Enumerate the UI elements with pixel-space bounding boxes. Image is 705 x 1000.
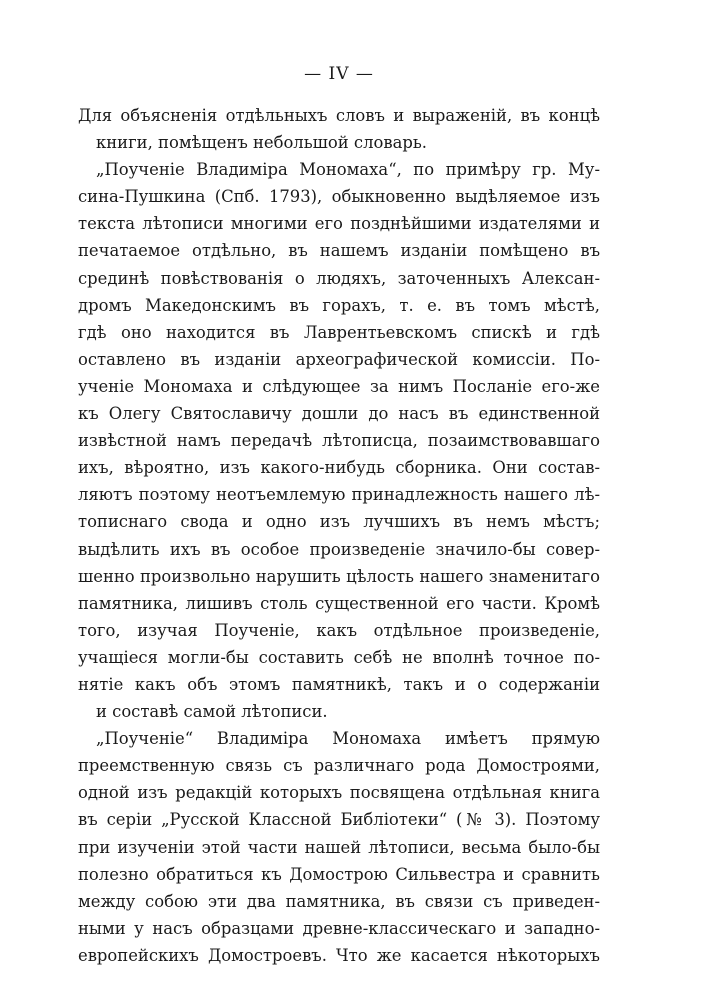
text-line: въ серіи „Русской Классной Библіотеки“ (№ 3). Поэтому [78,810,600,830]
text-line: между собою эти два памятника, въ связи съ приведен- [78,891,600,911]
text-line: ными у насъ образцами древне-классическаго и западно- [78,918,600,938]
text-line: преемственную связь съ различнаго рода Домостроями, [78,756,600,776]
text-line: „Поученіе Владиміра Мономаха“, по примѣру гр. Му- [96,160,600,180]
text-line: памятника, лишивъ столь существенной его части. Кромѣ [78,593,600,613]
paragraph-3 [78,725,600,969]
text-line: и составѣ самой лѣтописи. [96,702,328,722]
book-page [78,62,600,969]
text-line: шенно произвольно нарушить цѣлость нашего знаменитаго [78,566,600,586]
text-line: Для объясненія отдѣльныхъ словъ и выраженій, въ концѣ [78,106,600,125]
text-line: выдѣлить ихъ въ особое произведеніе значило-бы совер- [78,539,600,559]
text-line: печатаемое отдѣльно, въ нашемъ изданіи помѣщено въ [78,241,600,261]
text-line: учащіеся могли-бы составить себѣ не вполнѣ точное по- [78,647,600,667]
text-line: тописнаго свода и одно изъ лучшихъ въ немъ мѣстъ; [78,512,600,532]
text-line: ихъ, вѣроятно, изъ какого-нибудь сборника. Они состав- [78,458,600,478]
text-line: текста лѣтописи многими его позднѣйшими издателями и [78,214,600,234]
text-line: къ Олегу Святославичу дошли до насъ въ единственной [78,404,600,424]
text-line: срединѣ повѣствованія о людяхъ, заточенныхъ Алексан- [78,268,600,288]
text-line: ляютъ поэтому неотъемлемую принадлежность нашего лѣ- [78,485,600,505]
text-line: книги, помѣщенъ небольшой словарь. [96,133,427,153]
text-line: сина-Пушкина (Спб. 1793), обыкновенно выдѣляемое изъ [78,187,600,207]
paragraph-2 [78,156,600,725]
text-line: „Поученіе“ Владиміра Мономаха имѣетъ прямую [96,729,600,749]
text-line: ученіе Мономаха и слѣдующее за нимъ Посланіе его-же [78,376,600,396]
text-line: оставлено въ изданіи археографической комиссіи. По- [78,349,600,369]
text-line: гдѣ оно находится въ Лаврентьевскомъ спискѣ и гдѣ [78,322,600,342]
text-line: полезно обратиться къ Домострою Сильвестра и сравнить [78,864,600,884]
paragraph-1 [78,102,600,156]
text-line: нятіе какъ объ этомъ памятникѣ, такъ и о содержаніи [78,674,600,694]
text-line: одной изъ редакцій которыхъ посвящена отдѣльная книга [78,783,600,803]
page-number: — IV — [304,64,374,84]
text-line: при изученіи этой части нашей лѣтописи, весьма было-бы [78,837,600,857]
text-line: того, изучая Поученіе, какъ отдѣльное произведеніе, [78,620,600,640]
text-line: европейскихъ Домостроевъ. Что же касается нѣкоторыхъ [78,945,600,965]
text-line: дромъ Македонскимъ въ горахъ, т. е. въ томъ мѣстѣ, [78,295,600,315]
text-line: извѣстной намъ передачѣ лѣтописца, позаимствовавшаго [78,431,600,451]
